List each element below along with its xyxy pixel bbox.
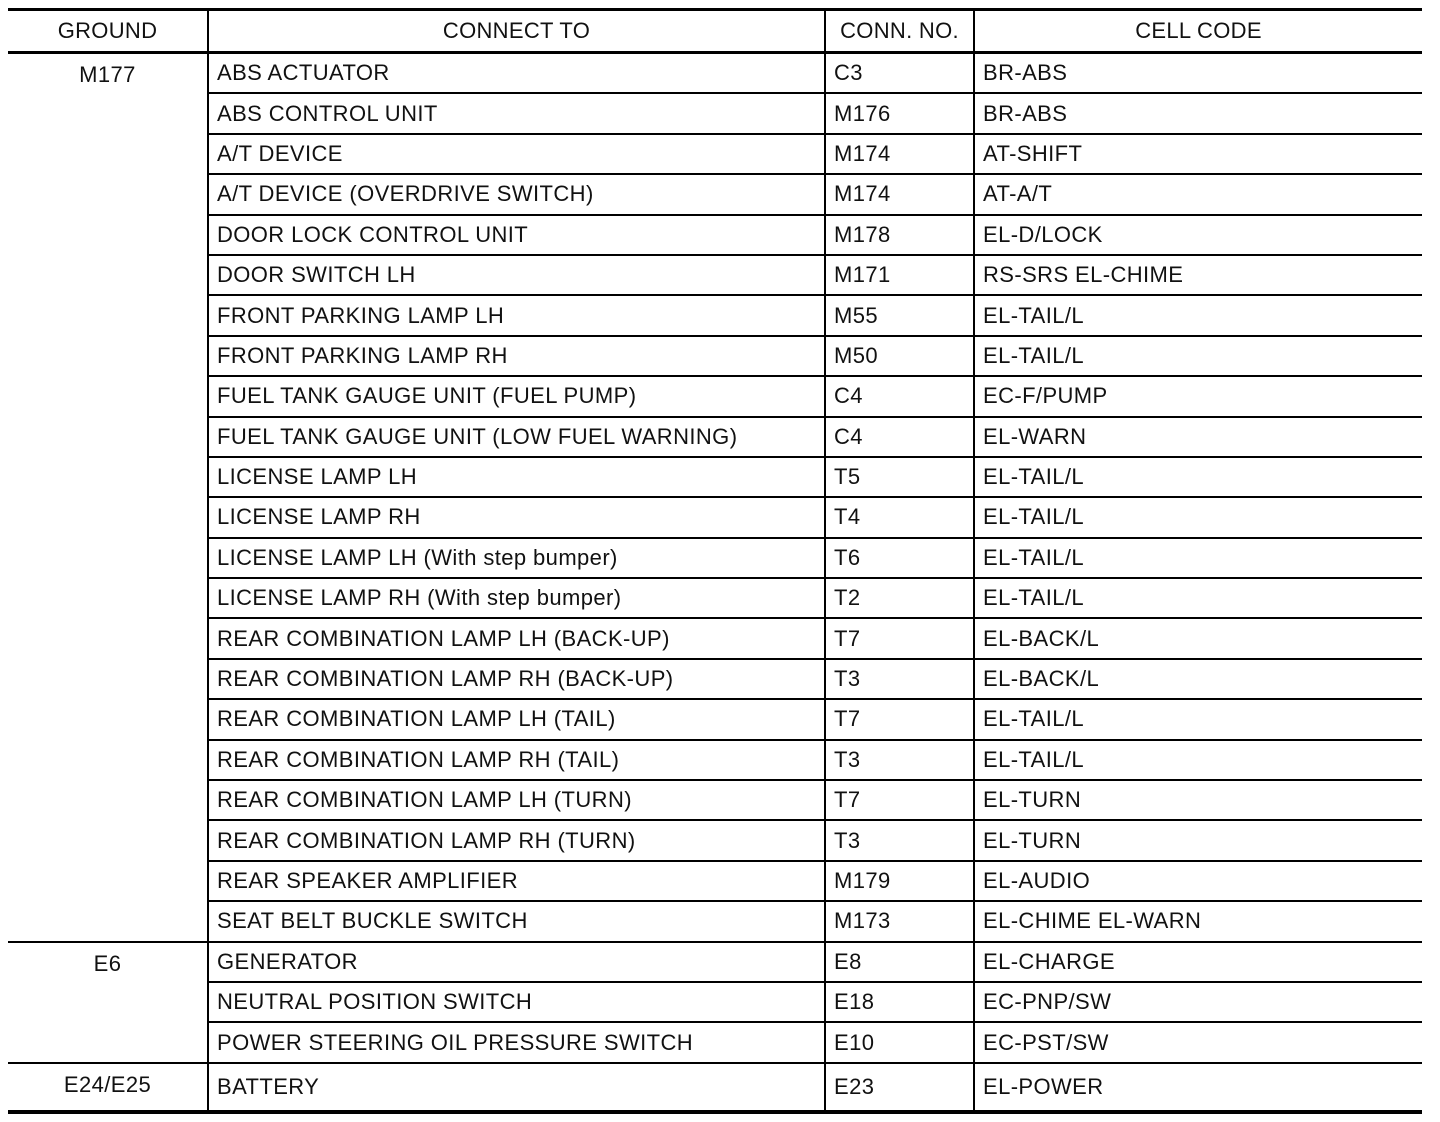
table-row — [8, 295, 1422, 335]
table-row — [8, 942, 1422, 982]
header-connect-to: CONNECT TO — [208, 10, 825, 53]
connect-to-cell: ABS ACTUATOR — [208, 53, 825, 94]
conn-no-cell: C3 — [825, 53, 974, 94]
cell-code-cell: AT-A/T — [974, 174, 1422, 214]
conn-no-cell: T6 — [825, 538, 974, 578]
cell-code-cell: EL-TAIL/L — [974, 740, 1422, 780]
table-row — [8, 376, 1422, 416]
table-row — [8, 255, 1422, 295]
cell-code-cell: EL-CHARGE — [974, 942, 1422, 982]
connect-to-cell: FRONT PARKING LAMP RH — [208, 336, 825, 376]
table-body — [8, 53, 1422, 1113]
connect-to-cell: REAR COMBINATION LAMP LH (TURN) — [208, 780, 825, 820]
table-row — [8, 336, 1422, 376]
table-row — [8, 820, 1422, 860]
conn-no-cell: T7 — [825, 699, 974, 739]
table-row — [8, 457, 1422, 497]
table-row — [8, 417, 1422, 457]
connect-to-cell: DOOR SWITCH LH — [208, 255, 825, 295]
conn-no-cell: T3 — [825, 820, 974, 860]
connect-to-cell: NEUTRAL POSITION SWITCH — [208, 982, 825, 1022]
cell-code-cell: EL-TURN — [974, 780, 1422, 820]
conn-no-cell: E10 — [825, 1022, 974, 1062]
table-row — [8, 1022, 1422, 1062]
cell-code-cell: EL-AUDIO — [974, 861, 1422, 901]
cell-code-cell: EL-TURN — [974, 820, 1422, 860]
conn-no-cell: M178 — [825, 215, 974, 255]
table-row — [8, 780, 1422, 820]
cell-code-cell: EL-TAIL/L — [974, 457, 1422, 497]
cell-code-cell: EL-CHIME EL-WARN — [974, 901, 1422, 941]
header-ground: GROUND — [8, 10, 208, 53]
cell-code-cell: EL-TAIL/L — [974, 295, 1422, 335]
conn-no-cell: M173 — [825, 901, 974, 941]
ground-cell: E24/E25 — [63, 1071, 152, 1097]
cell-code-cell: EC-F/PUMP — [974, 376, 1422, 416]
table-row — [8, 53, 1422, 94]
header-cell-code: CELL CODE — [974, 10, 1422, 53]
conn-no-cell: T4 — [825, 497, 974, 537]
cell-code-cell: EL-TAIL/L — [974, 497, 1422, 537]
table-row — [8, 659, 1422, 699]
conn-no-cell: E18 — [825, 982, 974, 1022]
table-row — [8, 215, 1422, 255]
connect-to-cell: REAR COMBINATION LAMP RH (TAIL) — [208, 740, 825, 780]
connect-to-cell: LICENSE LAMP RH — [208, 497, 825, 537]
connect-to-cell: FUEL TANK GAUGE UNIT (LOW FUEL WARNING) — [208, 417, 825, 457]
connect-to-cell: FUEL TANK GAUGE UNIT (FUEL PUMP) — [208, 376, 825, 416]
conn-no-cell: M179 — [825, 861, 974, 901]
connect-to-cell: REAR COMBINATION LAMP RH (BACK-UP) — [208, 659, 825, 699]
conn-no-cell: T3 — [825, 659, 974, 699]
cell-code-cell: BR-ABS — [974, 93, 1422, 133]
connect-to-cell: DOOR LOCK CONTROL UNIT — [208, 215, 825, 255]
conn-no-cell: M174 — [825, 134, 974, 174]
conn-no-cell: M174 — [825, 174, 974, 214]
connect-to-cell: LICENSE LAMP LH — [208, 457, 825, 497]
conn-no-cell: M171 — [825, 255, 974, 295]
conn-no-cell: M50 — [825, 336, 974, 376]
cell-code-cell: BR-ABS — [974, 53, 1422, 94]
table-row — [8, 982, 1422, 1022]
table-row — [8, 1063, 1422, 1112]
header-row — [8, 10, 1422, 53]
cell-code-cell: EC-PST/SW — [974, 1022, 1422, 1062]
cell-code-cell: EL-POWER — [974, 1063, 1422, 1112]
connect-to-cell: REAR COMBINATION LAMP LH (TAIL) — [208, 699, 825, 739]
conn-no-cell: T3 — [825, 740, 974, 780]
cell-code-cell: EL-BACK/L — [974, 659, 1422, 699]
cell-code-cell: AT-SHIFT — [974, 134, 1422, 174]
cell-code-cell: EL-TAIL/L — [974, 538, 1422, 578]
connect-to-cell: REAR COMBINATION LAMP LH (BACK-UP) — [208, 618, 825, 658]
conn-no-cell: C4 — [825, 376, 974, 416]
table-row — [8, 578, 1422, 618]
cell-code-cell: EL-TAIL/L — [974, 578, 1422, 618]
connect-to-cell: ABS CONTROL UNIT — [208, 93, 825, 133]
table-row — [8, 174, 1422, 214]
conn-no-cell: C4 — [825, 417, 974, 457]
connect-to-cell: A/T DEVICE (OVERDRIVE SWITCH) — [208, 174, 825, 214]
connect-to-cell: FRONT PARKING LAMP LH — [208, 295, 825, 335]
connect-to-cell: BATTERY — [208, 1063, 825, 1112]
conn-no-cell: M55 — [825, 295, 974, 335]
table-row — [8, 497, 1422, 537]
connect-to-cell: SEAT BELT BUCKLE SWITCH — [208, 901, 825, 941]
cell-code-cell: EL-TAIL/L — [974, 699, 1422, 739]
table-row — [8, 901, 1422, 941]
conn-no-cell: E23 — [825, 1063, 974, 1112]
table-row — [8, 93, 1422, 133]
conn-no-cell: T7 — [825, 780, 974, 820]
header-conn-no: CONN. NO. — [825, 10, 974, 53]
table-header — [8, 10, 1422, 53]
table-row — [8, 699, 1422, 739]
table-row — [8, 538, 1422, 578]
cell-code-cell: RS-SRS EL-CHIME — [974, 255, 1422, 295]
conn-no-cell: T2 — [825, 578, 974, 618]
table-row — [8, 861, 1422, 901]
conn-no-cell: M176 — [825, 93, 974, 133]
conn-no-cell: E8 — [825, 942, 974, 982]
cell-code-cell: EL-BACK/L — [974, 618, 1422, 658]
ground-cell: E6 — [8, 942, 208, 1063]
cell-code-cell: EL-WARN — [974, 417, 1422, 457]
connect-to-cell: REAR SPEAKER AMPLIFIER — [208, 861, 825, 901]
ground-cell: M177 — [8, 53, 208, 942]
conn-no-cell: T7 — [825, 618, 974, 658]
conn-no-cell: T5 — [825, 457, 974, 497]
connect-to-cell: REAR COMBINATION LAMP RH (TURN) — [208, 820, 825, 860]
connect-to-cell: LICENSE LAMP LH (With step bumper) — [208, 538, 825, 578]
connect-to-cell: LICENSE LAMP RH (With step bumper) — [208, 578, 825, 618]
cell-code-cell: EL-D/LOCK — [974, 215, 1422, 255]
table-row — [8, 134, 1422, 174]
ground-distribution-table — [8, 8, 1422, 1114]
table-row — [8, 618, 1422, 658]
cell-code-cell: EC-PNP/SW — [974, 982, 1422, 1022]
cell-code-cell: EL-TAIL/L — [974, 336, 1422, 376]
connect-to-cell: GENERATOR — [208, 942, 825, 982]
connect-to-cell: POWER STEERING OIL PRESSURE SWITCH — [208, 1022, 825, 1062]
connect-to-cell: A/T DEVICE — [208, 134, 825, 174]
table-row — [8, 740, 1422, 780]
